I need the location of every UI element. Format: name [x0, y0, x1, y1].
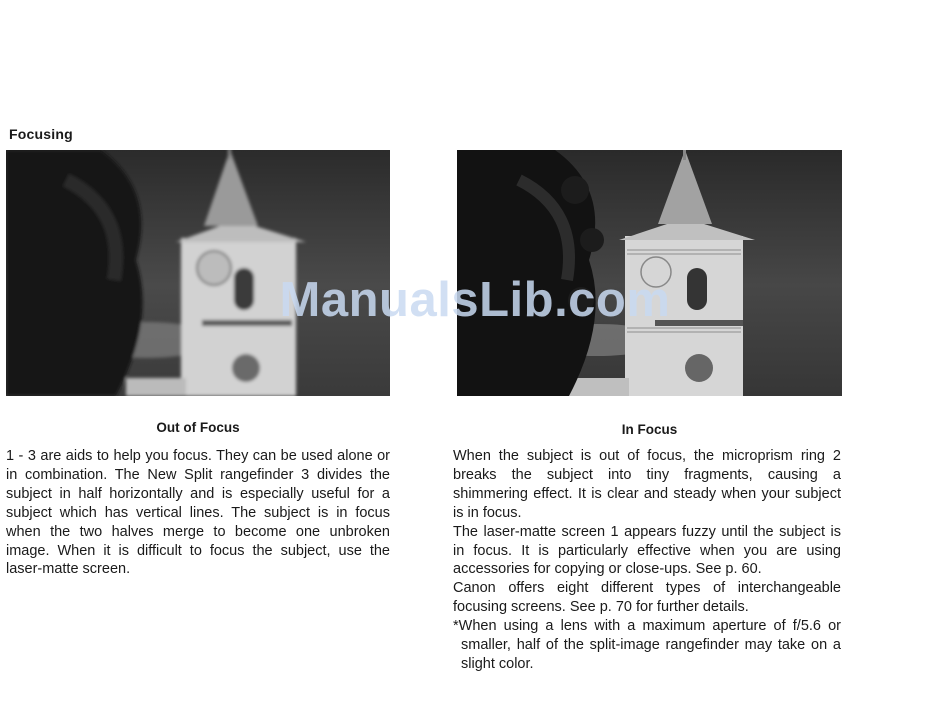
paragraph-laser-matte: The laser-matte screen 1 appears fuzzy until the subject is in focus. It is particularly effective when you are using accessories for copying or close-ups. See p. 60. [453, 523, 841, 578]
church-photo-out-of-focus [6, 150, 390, 396]
caption-in-focus: In Focus [621, 422, 678, 437]
left-column-text [6, 447, 390, 579]
paragraph-focusing-screens: Canon offers eight different types of interchangeable focusing screens. See p. 70 for further details. [453, 580, 841, 616]
church-photo-in-focus [457, 150, 842, 396]
section-title: Focusing [9, 126, 73, 142]
paragraph-focusing-aids: 1 - 3 are aids to help you focus. They can be used alone or in combination. The New Split rangefinder 3 divides the subject in half horizontally and is especially useful for a subject which has vertical lines. The subject is in focus when the two halves merge to become one unbroken image. When it is difficult to focus the subject, use the laser-matte screen. [6, 448, 390, 578]
caption-out-of-focus: Out of Focus [156, 420, 240, 435]
paragraph-microprism: When the subject is out of focus, the microprism ring 2 breaks the subject into tiny fragments, causing a shimmering effect. It is clear and steady when your subject is in focus. [453, 448, 841, 521]
watermark: ManualsLib.com [279, 273, 671, 327]
footnote-aperture: *When using a lens with a maximum aperture of f/5.6 or smaller, half of the split-image rangefinder may take on a slight color. [453, 618, 841, 672]
right-column-text [453, 447, 841, 674]
